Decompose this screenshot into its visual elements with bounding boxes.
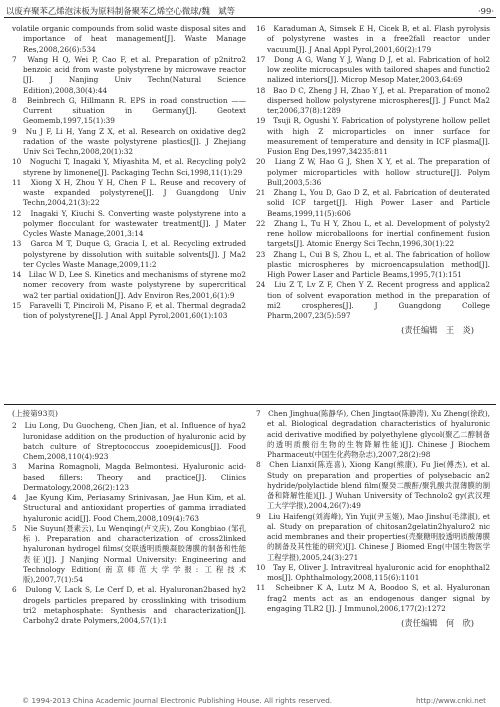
reference-item: 6 Dulong V, Lack S, Le Cerf D, et al. Hyaluronan2based hy2 drogels particles prepared by crosslinking with trisodium tri2 metaphosphate: Synthesis and characterization[J]. Carbohy2 drate Polymers,2004,57(1):1 (12, 585, 246, 625)
reference-item: volatile organic compounds from solid waste disposal sites and importance of heat management[J]. Waste Manage Res,2008,26(6):534 (12, 24, 246, 54)
section-rule (4, 404, 496, 405)
reference-item: 12 Inagaki Y, Kiuchi S. Converting waste polystyrene into a polymer flocculant for wastewater treatment[J]. J Mater Cycles Waste Manage,2001,3:14 (12, 208, 246, 238)
references-bottom-left-list (12, 421, 246, 626)
running-title: 以废弃聚苯乙烯泡沫板为原料制备聚苯乙烯空心微球/魏 斌等 (6, 6, 235, 16)
reference-item: 9 Nu J F, Li H, Yang Z X, et al. Research on oxidative deg2 radation of the waste polystyrene plastics[J]. J Zhejiang Univ Sci Techn,2008,20(1):32 (12, 126, 246, 156)
reference-item: 14 Lilac W D, Lee S. Kinetics and mechanisms of styrene mo2 nomer recovery from waste polystyrene by supercritical wa2 ter partial oxidation[J]. Adv Environ Res,2001,6(1):9 (12, 270, 246, 300)
reference-item: 9 Liu Haifeng(刘海峰), Yin Yuji(尹玉姬), Mao Jinshu(毛津淑), et al. Study on preparation of chitosan2gelatin2hyaluro2 nic acid membranes and their properties(壳聚糖明胶透明质酸薄膜的制备及其性能的研究)[J]. Chinese J Biomed Eng(中国生物医学工程学报),2005,24(3):271 (256, 511, 490, 562)
reference-item: 5 Nie Suyun(聂素云), Lu Wenqing(卢文庆), Zou Kongbiao (邹孔标). Preparation and characterization of cross2linked hyaluronan hydrogel films(交联透明质酸凝胶薄膜的制备和性能表征)[J]. J Nanjing Normal University: Engineering and Technology Edition(南京师范大学学报: 工程技术版),2007,7(1):54 (12, 523, 246, 584)
reference-item: 16 Karaduman A, Simsek E H, Cicek B, et al. Flash pyrolysis of polystyrene wastes in a free2fall reactor under vacuum[J]. J Anal Appl Pyrol,2001,60(2):179 (256, 24, 490, 54)
reference-item: 17 Dong A G, Wang Y J, Wang D J, et al. Fabrication of hol2 low zeolite microcapsules with tailored shapes and functio2 nalized interiors[J]. Microp Mesop Mater,2003,64:69 (256, 54, 490, 85)
cnki-link[interactable]: http://www.cnki.net (415, 695, 486, 705)
editor-credit-bottom: (责任编辑 何 欣) (401, 618, 474, 628)
header-rule (4, 17, 496, 18)
reference-item: 2 Liu Long, Du Guocheng, Chen Jian, et al. Influence of hya2 luronidase addition on the production of hyaluronic acid by batch culture of Streptococcus zooepidemicus[J]. Food Chem,2008,110(4):923 (12, 421, 246, 461)
reference-item: 18 Bao D C, Zheng J H, Zhao Y J, et al. Preparation of mono2 dispersed hollow polystyrene microspheres[J]. J Funct Ma2 ter,2006,37(8):1289 (256, 85, 490, 115)
reference-item: 7 Chen Jinghua(陈静华), Chen Jingtao(陈静涛), Xu Zheng(徐政), et al. Biological degradation characteristics of hyaluronic acid derivative modified by polyethylene glycol(聚乙二醇制备的透明质酸衍生物的生物降解性能)[J]. Chinese J Biochem Pharmaceut(中国生化药物杂志),2007,28(2):98 (256, 409, 490, 459)
reference-item: 13 Garca M T, Duque G, Gracia I, et al. Recycling extruded polystyrene by dissolution with suitable solvents[J]. J Ma2 ter Cycles Waste Manage,2009,11:2 (12, 239, 246, 269)
continued-label: (上接第93页) (12, 409, 58, 418)
reference-item: 8 Beinbrech G, Hillmann R. EPS in road construction —— Current situation in Germany[J]. Geotext Geomemb,1997,15(1):39 (12, 95, 246, 126)
running-header (6, 0, 494, 16)
page-number: ·99· (478, 6, 494, 16)
reference-item: 22 Zhang L, Tu H Y, Zhou L, et al. Development of polysty2 rene hollow microballoons for inertial confinement fusion targets[J]. Atomic Energy Sci Techn,1996,30(1):22 (256, 218, 490, 249)
footer (0, 693, 500, 707)
copyright-notice: © 1994-2013 China Academic Journal Electronic Publishing House. All rights reserved. (22, 695, 333, 705)
reference-item: 8 Chen Lianxi(陈连喜), Xiong Kang(熊康), Fu Jie(傅杰), et al. Study on preparation and properties of polysebacic an2 hydride/polylactide blend film(聚癸二酸酐/聚乳酸共混薄膜的制备和降解性能)[J]. J Wuhan University of Technolo2 gy(武汉理工大学学报),2004,26(7):49 (256, 460, 490, 511)
reference-item: 19 Tsuji R, Ogushi Y. Fabrication of polystyrene hollow pellet with high Z microparticles on inner surface for measurement of temperature and density in ICF plasma[J]. Fusion Eng Des,1997,34235:811 (256, 116, 490, 156)
reference-item: 11 Xiong X H, Zhou Y H, Chen F L. Reuse and recovery of waste expanded polystyrene[J]. J Guangdong Univ Techn,2004,21(3):22 (12, 177, 246, 208)
reference-item: 10 Noguchi T, Inagaki Y, Miyashita M, et al. Recycling poly2 styrene by limonene[J]. Packaging Techn Sci,1998,11(1):29 (12, 157, 246, 177)
reference-item: 4 Jae Kyung Kim, Periasamy Srinivasan, Jae Hun Kim, et al. Structural and antioxidant properties of gamma irradiated hyaluronic acid[J]. Food Chem,2008,109(4):763 (12, 493, 246, 523)
references-bottom-right (256, 409, 490, 628)
reference-item: 21 Zhang L, You D, Gao D Z, et al. Fabrication of deuterated solid ICF target[J]. High Power Laser and Particle Beams,1999,11(5):606 (256, 188, 490, 218)
reference-item: 15 Faravelli T, Pinciroli M, Pisano F, et al. Thermal degrada2 tion of polystyrene[J]. J Anal Appl Pyrol,2001,60(1):103 (12, 300, 246, 320)
reference-item: 23 Zhang L, Cui B S, Zhou L, et al. The fabrication of hollow plastic microspheres by microencapsulation method[J]. High Power Laser and Particle Beams,1995,7(1):151 (256, 249, 490, 279)
references-top-left (12, 24, 246, 321)
reference-item: 11 Scheibner K A, Lutz M A, Boodoo S, et al. Hyaluronan frag2 ments act as an endogenous danger signal by engaging TLR2 [J]. J Immunol,2006,177(2):1272 (256, 583, 490, 613)
references-top-right (256, 24, 490, 336)
reference-item: 10 Tay E, Oliver J. Intravitreal hyaluronic acid for enophthal2 mos[J]. Ophthalmology,2008,115(6):1101 (256, 562, 490, 582)
references-top-right-list (256, 24, 490, 321)
references-bottom-right-list (256, 409, 490, 614)
reference-item: 7 Wang H Q, Wei P, Cao F, et al. Preparation of p2nitro2 benzoic acid from waste polystyrene by microwave reactor [J]. J Nanjing Univ Techn(Natural Science Edition),2008,30(4):44 (12, 54, 246, 95)
references-bottom-left (12, 409, 246, 626)
editor-credit-top: (责任编辑 王 炎) (401, 325, 474, 336)
reference-item: 24 Liu Z T, Lv Z F, Chen Y Z. Recent progress and applica2 tion of solvent evaporation method in the preparation of mi2 crospheres[J]. J Guangdong College Pharm,2007,23(5):597 (256, 280, 490, 320)
reference-item: 3 Marina Romagnoli, Magda Belmontesi. Hyaluronic acid-based fillers: Theory and practice[J]. Clinics Dermatology,2008,26(2):123 (12, 462, 246, 492)
reference-item: 20 Liang Z W, Hao G J, Shen X Y, et al. The preparation of polymer microparticles with hollow structure[J]. Polym Bull,2003,5:36 (256, 157, 490, 187)
